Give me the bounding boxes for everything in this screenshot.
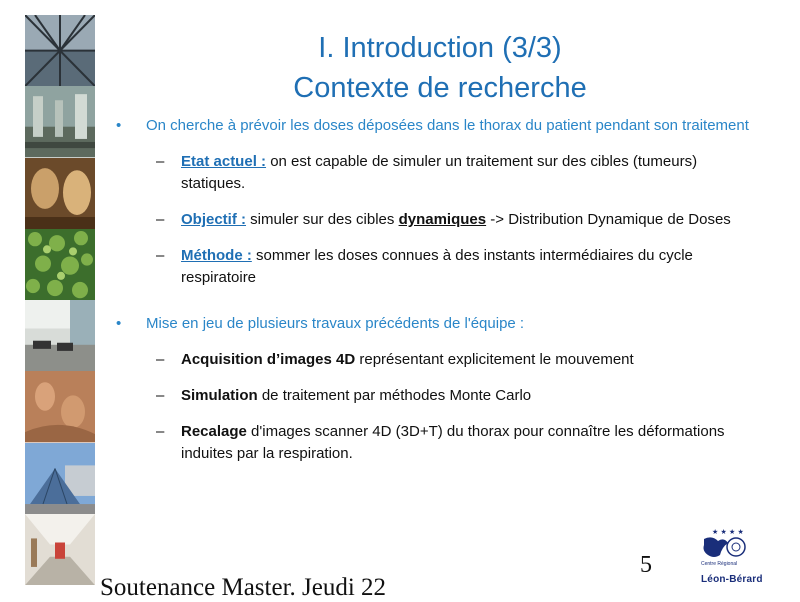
keyword-etat-actuel: Etat actuel : xyxy=(181,153,267,170)
dash-icon: – xyxy=(156,351,165,368)
dash-icon: – xyxy=(156,423,165,440)
sub-text: on est capable de simuler un traitement sur des cibles (tumeurs) statiques. xyxy=(181,153,698,192)
footer-text: Soutenance Master. Jeudi 22 xyxy=(100,574,387,601)
keyword-simulation: Simulation xyxy=(181,387,258,404)
keyword-recalage: Recalage xyxy=(181,423,247,440)
svg-text:★ ★ ★ ★: ★ ★ ★ ★ xyxy=(712,528,744,536)
sub-bullet-simulation xyxy=(112,385,762,407)
sub-bullet-objectif xyxy=(112,209,762,231)
title-line-2: Contexte de recherche xyxy=(293,72,587,104)
sub-text: -> Distribution Dynamique de Doses xyxy=(486,211,731,228)
bullet-2-text: Mise en jeu de plusieurs travaux précédents de l'équipe : xyxy=(146,315,525,332)
photo-pyramid-building xyxy=(25,443,95,514)
sub-text: simuler sur des cibles xyxy=(246,211,399,228)
logo-name: Léon-Bérard xyxy=(701,574,763,585)
bullet-1 xyxy=(112,115,762,137)
bullet-1-text: On cherche à prévoir les doses déposées dans le thorax du patient pendant son traitement xyxy=(146,117,749,134)
sub-text: de traitement par méthodes Monte Carlo xyxy=(257,387,532,404)
keyword-objectif: Objectif : xyxy=(181,211,247,228)
bullet-dot-icon: • xyxy=(116,117,122,134)
keyword-acquisition: Acquisition d’images 4D xyxy=(181,351,356,368)
dash-icon: – xyxy=(156,387,165,404)
bullet-dot-icon: • xyxy=(116,315,122,332)
sub-text: d'images scanner 4D (3D+T) du thorax pour connaître les déformations induites par la respiration. xyxy=(181,423,725,462)
page-number: 5 xyxy=(640,552,652,578)
photo-dining-room xyxy=(25,300,95,371)
logo-subtitle: Centre Régional xyxy=(701,561,738,567)
sub-bullet-etat-actuel xyxy=(112,151,762,195)
slide-content xyxy=(112,115,762,465)
sub-text: sommer les doses connues à des instants intermédiaires du cycle respiratoire xyxy=(181,247,693,286)
keyword-methode: Méthode : xyxy=(181,247,252,264)
sub-text: représentant explicitement le mouvement xyxy=(355,351,634,368)
dash-icon: – xyxy=(156,153,165,170)
photo-glass-roof xyxy=(25,15,95,86)
dash-icon: – xyxy=(156,247,165,264)
slide-title xyxy=(140,28,740,108)
dash-icon: – xyxy=(156,211,165,228)
sub-bullet-recalage xyxy=(112,421,762,465)
photo-hall xyxy=(25,86,95,157)
photo-sculpture xyxy=(25,158,95,229)
bullet-2 xyxy=(112,313,762,335)
photo-corridor xyxy=(25,514,95,585)
photo-green-wall xyxy=(25,229,95,300)
photo-strip xyxy=(25,15,95,585)
keyword-dynamiques: dynamiques xyxy=(398,211,487,228)
photo-bas-relief xyxy=(25,371,95,442)
title-line-1: I. Introduction (3/3) xyxy=(318,32,562,64)
sub-bullet-methode xyxy=(112,245,762,289)
sub-bullet-acquisition xyxy=(112,349,762,371)
